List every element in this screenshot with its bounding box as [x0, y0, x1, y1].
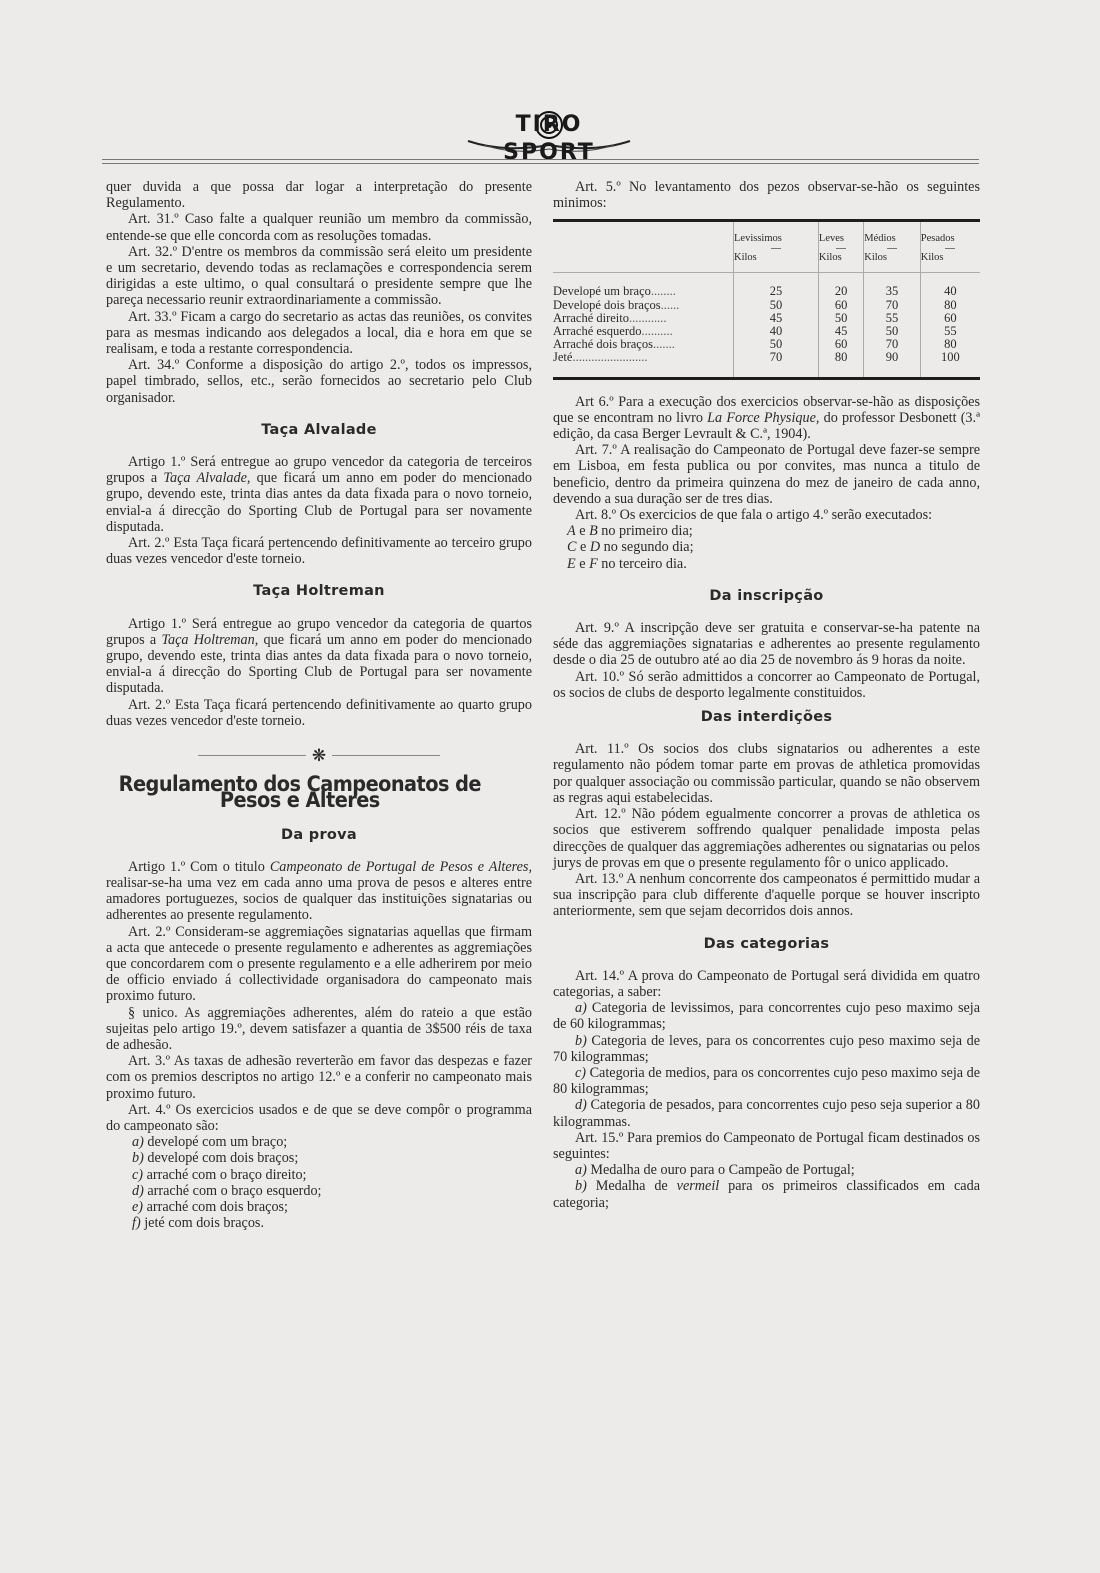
paragraph-art33: Art. 33.º Ficam a cargo do secretario as actas das reuniões, os convites para as mesmas indicando aos delegados a local, dia e hora em que se realisam, e toda a restante correspondencia. — [106, 308, 532, 358]
masthead-rule-2 — [102, 163, 979, 164]
list-item: c) Categoria de medios, para os concorrentes cujo peso maximo seja de 80 kilogrammas; — [553, 1064, 980, 1098]
list-item: C e D no segundo dia; — [567, 539, 694, 556]
table-header-row — [553, 221, 980, 273]
paragraph-art7: Art. 7.º A realisação do Campeonato de Portugal deve fazer-se sempre em Lisboa, em festa publica ou por convites, mas nunca a titulo de beneficio, dentro da primeira quinzena do mez de janeiro de cada anno, devendo a sua duração ser de tres dias. — [553, 442, 980, 507]
table-row: Jeté........................ 70 80 90 100 — [553, 351, 980, 378]
list-item: E e F no terceiro dia. — [567, 555, 687, 572]
right-column — [553, 179, 980, 1211]
section-divider — [106, 747, 532, 764]
masthead — [0, 0, 1100, 165]
paragraph-art34: Art. 34.º Conforme a disposição do artigo 2.º, todos os impressos, papel timbrado, sellos, etc., serão fornecidos ao secretario pelo Club organisador. — [106, 357, 532, 406]
list-item: e) arraché com dois braços; — [132, 1198, 288, 1215]
paragraph-art31: Art. 31.º Caso falte a qualquer reunião um membro da commissão, entende-se que elle concorda com as resoluções tomadas. — [106, 211, 532, 244]
table-row: Developé um braço........ 25 20 35 40 — [553, 273, 980, 299]
table-row: Arraché dois braços....... 50 60 70 80 — [553, 338, 980, 351]
list-item: f) jeté com dois braços. — [132, 1215, 264, 1232]
list-item: c) arraché com o braço direito; — [132, 1166, 307, 1183]
masthead-logo — [464, 105, 634, 165]
table-row: Arraché direito............ 45 50 55 60 — [553, 312, 980, 325]
list-item: d) Categoria de pesados, para concorrentes cujo peso seja superior a 80 kilogrammas. — [553, 1097, 980, 1130]
left-column — [106, 179, 532, 1231]
list-item: a) Medalha de ouro para o Campeão de Portugal; — [575, 1162, 855, 1179]
paragraph-art13: Art. 13.º A nenhum concorrente dos campeonatos é permittido mudar a sua inscripção para club differente d'aquelle porque se houver inscripto anteriormente, sem que sejam decorridos dois annos. — [553, 870, 980, 920]
list-item: a) developé com um braço; — [132, 1134, 288, 1151]
table-header-levissimos: Levissimos Kilos — [734, 221, 819, 273]
list-item: A e B no primeiro dia; — [567, 523, 693, 540]
list-item: b) Medalha de vermeil para os primeiros classificados em cada categoria; — [553, 1178, 980, 1211]
table-header-leves: Leves Kilos — [818, 221, 863, 273]
paragraph-art9: Art. 9.º A inscripção deve ser gratuita e conservar-se-ha patente na séde das aggremiações signatarias e adherentes ao presente regulamento desde o dia 25 de outubro até ao dia 25 de novembro ás 9 horas da noite. — [553, 620, 980, 669]
paragraph-art6: Art 6.º Para a execução dos exercicios observar-se-hão as disposições que se encontram no livro La Force Physique, do professor Desbonett (3.ª edição, da casa Berger Levrault & C.ª, 1904). — [553, 393, 980, 443]
heading-taca-alvalade: Taça Alvalade — [261, 421, 377, 438]
main-title: Regulamento dos Campeonatos de Pesos e Alteres — [118, 772, 481, 813]
heading-das-interdicoes: Das interdições — [700, 709, 833, 726]
paragraph-art5: Art. 5.º No levantamento dos pezos observar-se-hão os seguintes minimos: — [553, 179, 980, 212]
paragraph-art10: Art. 10.º Só serão admittidos a concorrer ao Campeonato de Portugal, os socios de clubs de desporto legalmente constituidos. — [553, 668, 980, 701]
paragraph-prova-art3: Art. 3.º As taxas de adhesão reverterão em favor das despezas e fazer com os premios descriptos no artigo 12.º e a conferir no campeonato mais proximo futuro. — [106, 1053, 532, 1102]
paragraph-prova-art2: Art. 2.º Consideram-se aggremiações signatarias aquellas que firmam a acta que antecede o presente regulamento e adherentes as aggremiações que concordarem com o presente regulamento e a elle adherirem por meio de officio enviado á collectividade organisadora do campeonato mais proximo futuro. — [106, 923, 532, 1005]
table-header-medios: Médios Kilos — [864, 221, 921, 273]
paragraph-art15: Art. 15.º Para premios do Campeonato de Portugal ficam destinados os seguintes: — [553, 1129, 980, 1162]
minimum-weights-table — [553, 219, 980, 379]
table-row: Developé dois braços...... 50 60 70 80 — [553, 299, 980, 312]
list-item: a) Categoria de levissimos, para concorrentes cujo peso maximo seja de 60 kilogrammas; — [553, 1000, 980, 1033]
table-header-blank — [553, 221, 734, 273]
heading-taca-holtreman: Taça Holtreman — [253, 583, 385, 600]
paragraph-art14: Art. 14.º A prova do Campeonato de Portugal será dividida em quatro categorias, a saber: — [553, 967, 980, 1000]
paragraph-holtreman-art1: Artigo 1.º Será entregue ao grupo vencedor da categoria de quartos grupos a Taça Holtreman, que ficará um anno em poder do mencionado grupo, devendo este, trinta dias antes da data fixada para o novo torneio, envial-a á direcção do Sporting Club de Portugal para ser novamente disputada. — [106, 615, 532, 697]
paragraph-art12: Art. 12.º Não pódem egualmente concorrer a provas de athletica os socios que estiverem soffrendo qualquer penalidade imposta pelas direcções de qualquer das aggremiações adherentes ou signatarias ou pelos jurys de provas em que o presente regulamento fôr o unico applicado. — [553, 806, 980, 871]
paragraph-alvalade-art1: Artigo 1.º Será entregue ao grupo vencedor da categoria de terceiros grupos a Taça Alvalade, que ficará um anno em poder do mencionado grupo, devendo este, trinta dias antes da data fixada para o novo torneio, envial-a á direcção do Sporting Club de Portugal para ser novamente disputada. — [106, 454, 532, 535]
paragraph-art8: Art. 8.º Os exercicios de que fala o artigo 4.º serão executados: — [575, 507, 933, 524]
heading-da-inscripcao: Da inscripção — [709, 587, 824, 604]
logo-text: TIRO SPORT — [503, 112, 595, 165]
paragraph-prova-art4: Art. 4.º Os exercicios usados e de que se deve compôr o programma do campeonato são: — [106, 1101, 532, 1134]
table-row: Arraché esquerdo.......... 40 45 50 55 — [553, 325, 980, 338]
asterism-ornament-icon: ❋ — [311, 746, 327, 766]
heading-da-prova: Da prova — [281, 826, 357, 843]
paragraph: quer duvida a que possa dar logar a interpretação do presente Regulamento. — [106, 179, 532, 212]
paragraph-alvalade-art2: Art. 2.º Esta Taça ficará pertencendo definitivamente ao terceiro grupo duas vezes vencedor d'este torneio. — [106, 535, 532, 568]
table-header-pesados: Pesados Kilos — [920, 221, 980, 273]
paragraph-art32: Art. 32.º D'entre os membros da commissão será eleito um presidente e um secretario, devendo todas as reclamações e correspondencia serem dirigidas a este ultimo, o qual consultará o presidente sempre que lhe pareça necessario reunir extraordinariamente a commissão. — [106, 243, 532, 309]
list-item: b) Categoria de leves, para os concorrentes cujo peso maximo seja de 70 kilogrammas; — [553, 1032, 980, 1065]
masthead-rule — [102, 159, 979, 160]
paragraph-prova-unico: § unico. As aggremiações adherentes, além do rateio a que estão sujeitas pelo artigo 19.º, devem satisfazer a quantia de 3$500 réis de taxa de adhesão. — [106, 1004, 532, 1053]
paragraph-holtreman-art2: Art. 2.º Esta Taça ficará pertencendo definitivamente ao quarto grupo duas vezes vencedor d'este torneio. — [106, 696, 532, 729]
heading-das-categorias: Das categorias — [703, 935, 830, 952]
list-item: b) developé com dois braços; — [132, 1150, 299, 1167]
list-item: d) arraché com o braço esquerdo; — [132, 1182, 322, 1199]
paragraph-prova-art1: Artigo 1.º Com o titulo Campeonato de Portugal de Pesos e Alteres, realisar-se-ha uma vez em cada anno uma prova de pesos e alteres entre amadores portuguezes, socios de qualquer das instituições signatarias ou adherentes ao presente regulamento. — [106, 858, 532, 924]
paragraph-art11: Art. 11.º Os socios dos clubs signatarios ou adherentes a este regulamento não pódem tomar parte em provas de athletica promovidas por qualquer associação ou commissão particular, quando se não observem as regras aqui estabelecidas. — [553, 741, 980, 806]
